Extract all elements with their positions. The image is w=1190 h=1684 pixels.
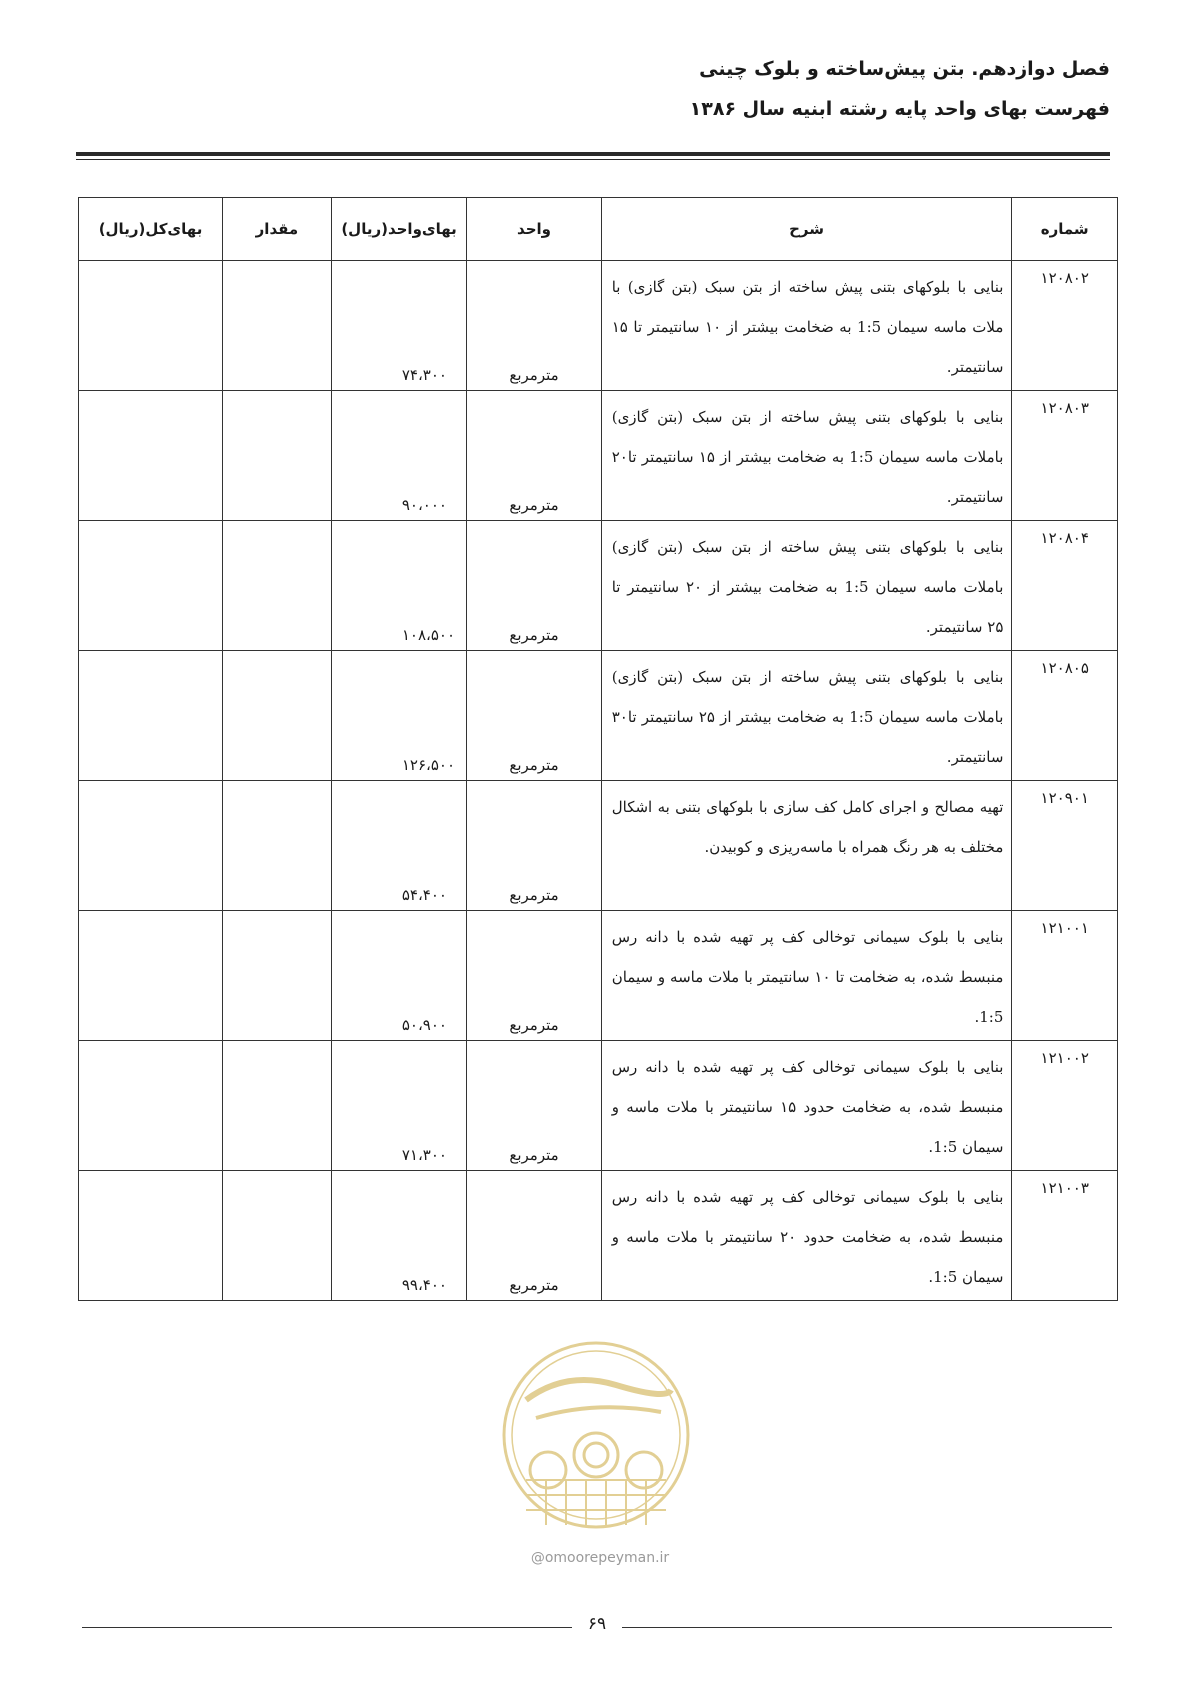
cell-quantity	[223, 391, 332, 521]
cell-description: بنایی با بلوکهای بتنی پیش ساخته از بتن سبک (بتن گازی) با ملات ماسه سیمان 1:5 به ضخامت بیشتر از ۱۰ سانتیمتر تا ۱۵ سانتیمتر.	[601, 261, 1012, 391]
page-header	[690, 58, 1110, 120]
cell-unit-price: ۹۰،۰۰۰	[331, 391, 466, 521]
cell-unit-price: ۱۲۶،۵۰۰	[331, 651, 466, 781]
table-row	[79, 1171, 1118, 1301]
column-header-quantity: مقدار	[223, 198, 332, 261]
omoorepeyman-seal-icon	[496, 1330, 696, 1550]
chapter-title: فصل دوازدهم. بتن پیش‌ساخته و بلوک چینی	[699, 58, 1110, 80]
cell-total-price	[79, 391, 223, 521]
cell-description: بنایی با بلوکهای بتنی پیش ساخته از بتن سبک (بتن گازی) باملات ماسه سیمان 1:5 به ضخامت بیشتر از ۲۰ سانتیمتر تا ۲۵ سانتیمتر.	[601, 521, 1012, 651]
cell-total-price	[79, 651, 223, 781]
cell-number: ۱۲۱۰۰۱	[1012, 911, 1118, 1041]
cell-quantity	[223, 1041, 332, 1171]
cell-description: بنایی با بلوک سیمانی توخالی کف پر تهیه شده با دانه رس منبسط شده، به ضخامت تا ۱۰ سانتیمتر با ملات ماسه و سیمان 1:5.	[601, 911, 1012, 1041]
cell-number: ۱۲۱۰۰۲	[1012, 1041, 1118, 1171]
cell-unit-price: ۹۹،۴۰۰	[331, 1171, 466, 1301]
table-row	[79, 781, 1118, 911]
cell-total-price	[79, 1041, 223, 1171]
cell-unit-price: ۱۰۸،۵۰۰	[331, 521, 466, 651]
cell-unit-price: ۷۱،۳۰۰	[331, 1041, 466, 1171]
column-header-number: شماره	[1012, 198, 1118, 261]
cell-unit: مترمربع	[467, 1171, 601, 1301]
cell-number: ۱۲۱۰۰۳	[1012, 1171, 1118, 1301]
table-row	[79, 911, 1118, 1041]
cell-unit: مترمربع	[467, 911, 601, 1041]
cell-unit: مترمربع	[467, 521, 601, 651]
watermark-site: @omoorepeyman.ir	[530, 1550, 670, 1566]
cell-total-price	[79, 261, 223, 391]
cell-number: ۱۲۰۸۰۵	[1012, 651, 1118, 781]
table-row	[79, 261, 1118, 391]
column-header-total-price: بهای‌کل(ریال)	[79, 198, 223, 261]
cell-unit: مترمربع	[467, 651, 601, 781]
cell-number: ۱۲۰۹۰۱	[1012, 781, 1118, 911]
table-row	[79, 1041, 1118, 1171]
price-list-title: فهرست بهای واحد پایه رشته ابنیه سال ۱۳۸۶	[689, 98, 1110, 120]
cell-total-price	[79, 1171, 223, 1301]
cell-description: بنایی با بلوک سیمانی توخالی کف پر تهیه شده با دانه رس منبسط شده، به ضخامت حدود ۲۰ سانتیمتر با ملات ماسه و سیمان 1:5.	[601, 1171, 1012, 1301]
table-header-row	[79, 198, 1118, 261]
cell-number: ۱۲۰۸۰۴	[1012, 521, 1118, 651]
cell-description: بنایی با بلوکهای بتنی پیش ساخته از بتن سبک (بتن گازی) باملات ماسه سیمان 1:5 به ضخامت بیشتر از ۱۵ سانتیمتر تا۲۰ سانتیمتر.	[601, 391, 1012, 521]
cell-total-price	[79, 781, 223, 911]
column-header-unit: واحد	[467, 198, 601, 261]
header-rule-thick	[76, 152, 1110, 156]
cell-quantity	[223, 911, 332, 1041]
header-rule-thin	[76, 159, 1110, 160]
table-row	[79, 651, 1118, 781]
column-header-description: شرح	[601, 198, 1012, 261]
cell-unit-price: ۷۴،۳۰۰	[331, 261, 466, 391]
cell-quantity	[223, 521, 332, 651]
table-row	[79, 521, 1118, 651]
cell-total-price	[79, 911, 223, 1041]
table-row	[79, 391, 1118, 521]
cell-unit: مترمربع	[467, 391, 601, 521]
cell-unit: مترمربع	[467, 781, 601, 911]
cell-quantity	[223, 651, 332, 781]
cell-unit: مترمربع	[467, 1041, 601, 1171]
cell-description: تهیه مصالح و اجرای کامل کف سازی با بلوکهای بتنی به اشکال مختلف به هر رنگ همراه با ماسه‌ریزی و کوبیدن.	[601, 781, 1012, 911]
cell-unit: مترمربع	[467, 261, 601, 391]
column-header-unit-price: بهای‌واحد(ریال)	[331, 198, 466, 261]
cell-unit-price: ۵۰،۹۰۰	[331, 911, 466, 1041]
cell-quantity	[223, 261, 332, 391]
cell-total-price	[79, 521, 223, 651]
cell-description: بنایی با بلوکهای بتنی پیش ساخته از بتن سبک (بتن گازی) باملات ماسه سیمان 1:5 به ضخامت بیشتر از ۲۵ سانتیمتر تا۳۰ سانتیمتر.	[601, 651, 1012, 781]
cell-description: بنایی با بلوک سیمانی توخالی کف پر تهیه شده با دانه رس منبسط شده، به ضخامت حدود ۱۵ سانتیمتر با ملات ماسه و سیمان 1:5.	[601, 1041, 1012, 1171]
price-table	[78, 197, 1118, 1301]
page-number: ۶۹	[587, 1614, 607, 1634]
cell-unit-price: ۵۴،۴۰۰	[331, 781, 466, 911]
footer-rule-right	[622, 1627, 1112, 1628]
cell-quantity	[223, 1171, 332, 1301]
cell-quantity	[223, 781, 332, 911]
cell-number: ۱۲۰۸۰۳	[1012, 391, 1118, 521]
footer-rule-left	[82, 1627, 572, 1628]
cell-number: ۱۲۰۸۰۲	[1012, 261, 1118, 391]
